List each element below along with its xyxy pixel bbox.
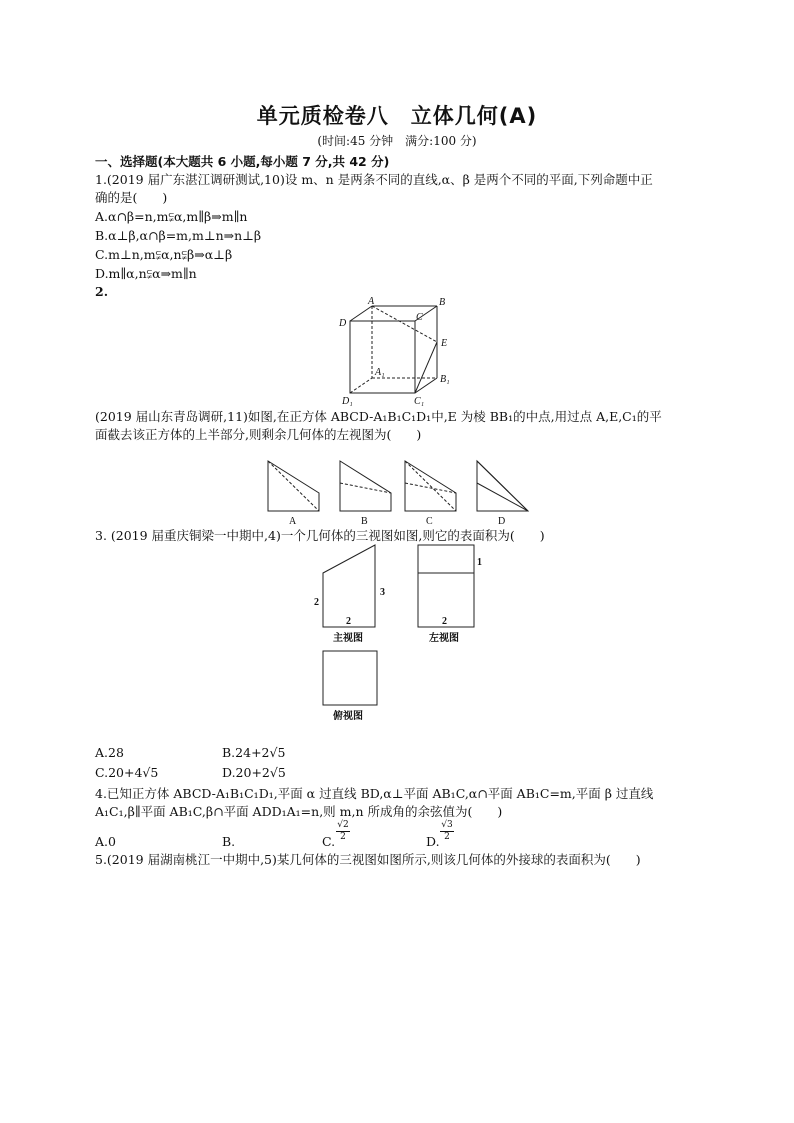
choice-c-label: C xyxy=(426,516,433,527)
q4-option-d-fraction xyxy=(440,820,454,842)
q4-option-c-denominator: 2 xyxy=(336,831,350,842)
q2-choices-figure xyxy=(262,458,542,528)
q4-option-c: C. xyxy=(322,834,336,849)
choice-d-label: D xyxy=(498,516,506,527)
q3-option-b: B.24+2√5 xyxy=(222,745,286,760)
cube-label-c1: C₁ xyxy=(414,396,425,407)
q3-option-d: D.20+2√5 xyxy=(222,765,286,780)
q1-option-d: D.m∥α,n⫋α⇒m∥n xyxy=(95,266,197,281)
cube-label-e: E xyxy=(441,338,448,349)
cube-label-d: D xyxy=(339,318,347,329)
q4-option-d-numerator: √3 xyxy=(441,820,453,830)
cube-front-face xyxy=(350,321,415,393)
front-view-shape xyxy=(323,545,375,627)
choice-b-outline xyxy=(340,461,391,511)
choice-a-label: A xyxy=(289,516,297,527)
q4-option-c-fraction xyxy=(336,820,350,842)
q1-stem-line1: 1.(2019 届广东湛江调研测试,10)设 m、n 是两条不同的直线,α、β 是两个不同的平面,下列命题中正 xyxy=(95,172,653,187)
side-view-label: 左视图 xyxy=(429,633,459,644)
page-title: 单元质检卷八 立体几何(A) xyxy=(256,104,538,128)
cube-label-c: C xyxy=(416,312,423,323)
cube-label-a: A xyxy=(368,296,375,307)
side-top-dim: 1 xyxy=(477,557,482,568)
q3-option-a: A.28 xyxy=(95,745,124,760)
q4-option-d: D. xyxy=(426,834,440,849)
front-view-label: 主视图 xyxy=(333,633,363,644)
q2-number: 2. xyxy=(95,284,109,299)
q1-stem-line2: 确的是( ) xyxy=(95,190,168,205)
top-view-shape xyxy=(323,651,377,705)
cube-figure xyxy=(330,296,470,408)
q2-stem-line1: (2019 届山东青岛调研,11)如图,在正方体 ABCD-A₁B₁C₁D₁中,E 为棱 BB₁的中点,用过点 A,E,C₁的平 xyxy=(95,409,662,424)
q5-stem: 5.(2019 届湖南桃江一中期中,5)某几何体的三视图如图所示,则该几何体的外接球的表面积为( ) xyxy=(95,852,641,867)
three-view-figure xyxy=(305,543,495,728)
q4-option-b: B. xyxy=(222,834,236,849)
side-view-shape xyxy=(418,545,474,627)
q4-stem-line1: 4.已知正方体 ABCD-A₁B₁C₁D₁,平面 α 过直线 BD,α⊥平面 AB₁C,α∩平面 AB₁C=m,平面 β 过直线 xyxy=(95,786,654,801)
top-view-label: 俯视图 xyxy=(333,711,363,722)
q1-option-a: A.α∩β=n,m⫋α,m∥β⇒m∥n xyxy=(95,209,248,224)
q3-stem: 3. (2019 届重庆铜梁一中期中,4)一个几何体的三视图如图,则它的表面积为( ) xyxy=(95,528,545,543)
choice-b-label: B xyxy=(361,516,368,527)
section-heading: 一、选择题(本大题共 6 小题,每小题 7 分,共 42 分) xyxy=(95,154,390,169)
q2-stem-line2: 面截去该正方体的上半部分,则剩余几何体的左视图为( ) xyxy=(95,427,422,442)
q4-option-c-numerator: √2 xyxy=(337,820,349,830)
cube-label-b: B xyxy=(439,297,446,308)
cube-label-d1: D₁ xyxy=(342,396,353,407)
cube-label-a1: A₁ xyxy=(375,367,385,378)
q1-option-c: C.m⊥n,m⫋α,n⫋β⇒α⊥β xyxy=(95,247,233,262)
q3-option-c: C.20+4√5 xyxy=(95,765,159,780)
front-right-dim: 3 xyxy=(380,587,385,598)
q1-option-b: B.α⊥β,α∩β=m,m⊥n⇒n⊥β xyxy=(95,228,262,243)
q4-option-a: A.0 xyxy=(95,834,116,849)
q4-option-d-denominator: 2 xyxy=(440,831,454,842)
q4-stem-line2: A₁C₁,β∥平面 AB₁C,β∩平面 ADD₁A₁=n,则 m,n 所成角的余弦值为( ) xyxy=(95,804,503,819)
exam-info: (时间:45 分钟 满分:100 分) xyxy=(317,134,477,148)
cube-label-b1: B₁ xyxy=(440,374,450,385)
front-bottom-dim: 2 xyxy=(346,616,351,627)
front-left-dim: 2 xyxy=(314,597,319,608)
side-bottom-dim: 2 xyxy=(442,616,447,627)
